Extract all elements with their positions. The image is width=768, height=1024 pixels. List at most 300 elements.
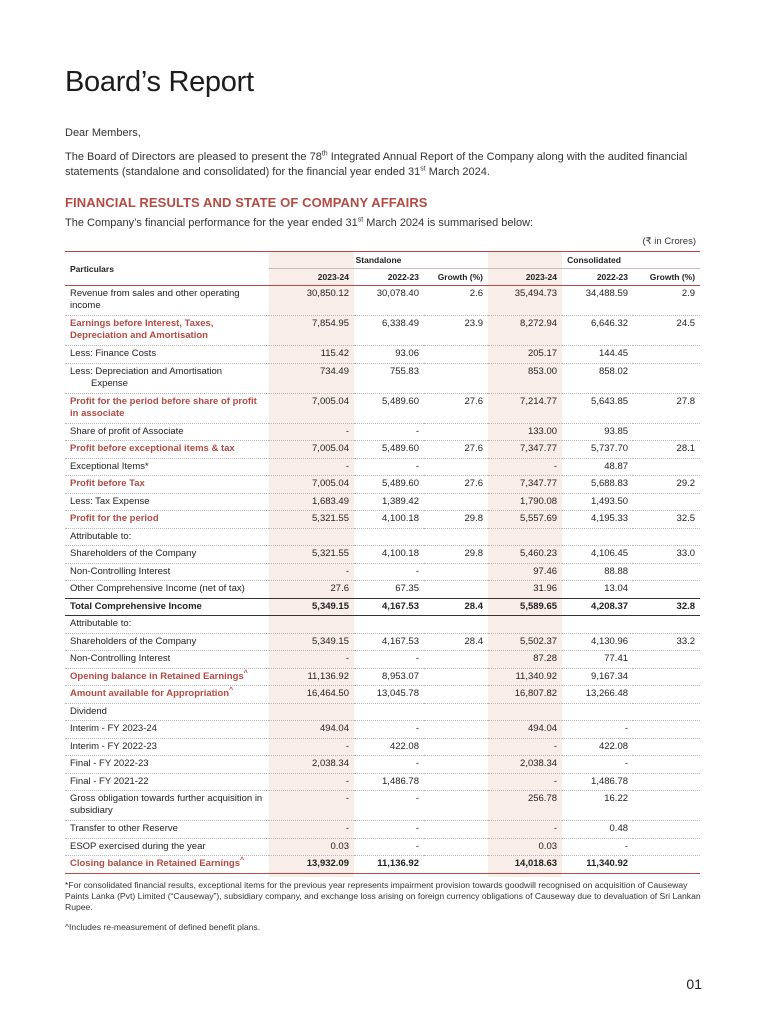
- cell-value: 16.22: [562, 791, 633, 821]
- cell-value: 7,005.04: [269, 476, 354, 494]
- cell-value: 144.45: [562, 346, 633, 364]
- cell-value: 1,790.08: [488, 493, 562, 511]
- cell-value: -: [269, 423, 354, 441]
- standalone-header: Standalone: [269, 252, 488, 269]
- table-row: [65, 651, 700, 669]
- cell-value: 5,502.37: [488, 633, 562, 651]
- column-header: 2023-24: [488, 269, 562, 286]
- cell-value: 5,489.60: [354, 393, 424, 423]
- row-label-text: Attributable to:: [70, 618, 132, 629]
- cell-value: [424, 738, 488, 756]
- cell-value: [424, 756, 488, 774]
- row-label: [65, 363, 269, 393]
- intro-text-1: The Board of Directors are pleased to present the 78: [65, 151, 322, 163]
- cell-value: [562, 703, 633, 721]
- cell-value: [424, 346, 488, 364]
- table-row: [65, 668, 700, 686]
- cell-value: 4,100.18: [354, 546, 424, 564]
- cell-value: 2.6: [424, 286, 488, 316]
- row-label-text: Final - FY 2022-23: [70, 758, 149, 769]
- table-row: [65, 598, 700, 616]
- cell-value: [633, 738, 700, 756]
- table-row: [65, 686, 700, 704]
- cell-value: 7,005.04: [269, 393, 354, 423]
- cell-value: 11,340.92: [488, 668, 562, 686]
- cell-value: [424, 721, 488, 739]
- cell-value: 494.04: [269, 721, 354, 739]
- cell-value: -: [269, 773, 354, 791]
- row-label: [65, 633, 269, 651]
- cell-value: [488, 528, 562, 546]
- cell-value: 0.48: [562, 821, 633, 839]
- table-row: [65, 528, 700, 546]
- row-label: [65, 346, 269, 364]
- table-row: [65, 633, 700, 651]
- row-label-text: Amount available for Appropriation: [70, 688, 230, 699]
- cell-value: 422.08: [354, 738, 424, 756]
- cell-value: -: [269, 791, 354, 821]
- cell-value: 35,494.73: [488, 286, 562, 316]
- row-label-text: Opening balance in Retained Earnings: [70, 670, 244, 682]
- cell-value: 31.96: [488, 581, 562, 599]
- cell-value: -: [269, 651, 354, 669]
- cell-value: -: [488, 773, 562, 791]
- table-row: [65, 286, 700, 316]
- cell-value: [424, 423, 488, 441]
- cell-value: [633, 458, 700, 476]
- cell-value: 28.1: [633, 441, 700, 459]
- cell-value: 7,005.04: [269, 441, 354, 459]
- cell-value: 13,045.78: [354, 686, 424, 704]
- cell-value: [633, 773, 700, 791]
- cell-value: 422.08: [562, 738, 633, 756]
- cell-value: [633, 651, 700, 669]
- salutation: Dear Members,: [65, 127, 141, 139]
- cell-value: 5,688.83: [562, 476, 633, 494]
- cell-value: -: [354, 838, 424, 856]
- section-intro: [65, 217, 533, 229]
- cell-value: -: [354, 721, 424, 739]
- cell-value: 16,807.82: [488, 686, 562, 704]
- cell-value: 97.46: [488, 563, 562, 581]
- cell-value: [633, 363, 700, 393]
- cell-value: [633, 493, 700, 511]
- page-number: 01: [686, 976, 702, 992]
- table-row: [65, 393, 700, 423]
- row-label-text: Non-Controlling Interest: [70, 565, 171, 577]
- table-row: [65, 441, 700, 459]
- row-label: [65, 821, 269, 839]
- column-header: 2023-24: [269, 269, 354, 286]
- table-row: [65, 423, 700, 441]
- cell-value: 27.6: [424, 441, 488, 459]
- row-label: [65, 563, 269, 581]
- cell-value: -: [354, 791, 424, 821]
- cell-value: 7,347.77: [488, 441, 562, 459]
- cell-value: 30,850.12: [269, 286, 354, 316]
- row-label-text: Transfer to other Reserve: [70, 823, 178, 834]
- cell-value: -: [354, 458, 424, 476]
- cell-value: -: [488, 821, 562, 839]
- intro-text-2: Integrated Annual Report of the Company along with the audited financial statements (standalone and consolidated) for the financial year ended 31: [65, 151, 688, 178]
- row-label-text: Other Comprehensive Income (net of tax): [70, 583, 245, 594]
- row-label: [65, 598, 269, 616]
- cell-value: 2,038.34: [488, 756, 562, 774]
- section-intro-sup: st: [357, 216, 364, 224]
- cell-value: [633, 686, 700, 704]
- cell-value: [424, 686, 488, 704]
- row-label-text: Attributable to:: [70, 530, 132, 542]
- cell-value: [633, 668, 700, 686]
- consolidated-header: Consolidated: [488, 252, 700, 269]
- cell-value: 13.04: [562, 581, 633, 599]
- cell-value: 13,932.09: [269, 856, 354, 874]
- table-row: [65, 773, 700, 791]
- row-label-text: ESOP exercised during the year: [70, 840, 206, 852]
- cell-value: [633, 821, 700, 839]
- cell-value: 5,349.15: [269, 598, 354, 616]
- table-row: [65, 511, 700, 529]
- cell-value: 29.8: [424, 546, 488, 564]
- row-label-text: Total Comprehensive Income: [70, 600, 202, 612]
- table-row: [65, 721, 700, 739]
- row-label-text: Dividend: [70, 705, 107, 717]
- row-label: [65, 493, 269, 511]
- cell-value: 34,488.59: [562, 286, 633, 316]
- cell-value: [424, 616, 488, 634]
- cell-value: [354, 528, 424, 546]
- cell-value: 32.5: [633, 511, 700, 529]
- row-label-text: Non-Controlling Interest: [70, 653, 171, 664]
- row-label-text: Less: Finance Costs: [70, 348, 157, 359]
- cell-value: 27.8: [633, 393, 700, 423]
- cell-value: -: [354, 821, 424, 839]
- cell-value: 23.9: [424, 316, 488, 346]
- cell-value: [562, 616, 633, 634]
- cell-value: [424, 651, 488, 669]
- cell-value: 32.8: [633, 598, 700, 616]
- cell-value: 256.78: [488, 791, 562, 821]
- cell-value: [424, 856, 488, 874]
- cell-value: 5,589.65: [488, 598, 562, 616]
- cell-value: [269, 703, 354, 721]
- cell-value: 11,136.92: [354, 856, 424, 874]
- row-label: [65, 756, 269, 774]
- intro-sup-1: th: [321, 150, 328, 158]
- table-row: [65, 581, 700, 599]
- cell-value: 4,106.45: [562, 546, 633, 564]
- row-label: [65, 441, 269, 459]
- table-row: [65, 756, 700, 774]
- cell-value: [633, 563, 700, 581]
- cell-value: 27.6: [424, 393, 488, 423]
- section-title: FINANCIAL RESULTS AND STATE OF COMPANY AFFAIRS: [65, 195, 428, 210]
- row-label-text: Profit for the period before share of profit in associate: [70, 395, 257, 419]
- row-label: [65, 791, 269, 821]
- cell-value: [633, 346, 700, 364]
- row-label: [65, 738, 269, 756]
- cell-value: 28.4: [424, 633, 488, 651]
- cell-value: [633, 528, 700, 546]
- cell-value: -: [269, 563, 354, 581]
- cell-value: [424, 821, 488, 839]
- cell-value: 29.2: [633, 476, 700, 494]
- cell-value: 77.41: [562, 651, 633, 669]
- cell-value: [633, 838, 700, 856]
- cell-value: [633, 721, 700, 739]
- cell-value: -: [354, 651, 424, 669]
- cell-value: -: [562, 838, 633, 856]
- cell-value: [424, 493, 488, 511]
- row-label-text: Closing balance in Retained Earnings: [70, 858, 240, 869]
- cell-value: 853.00: [488, 363, 562, 393]
- row-label-text: Final - FY 2021-22: [70, 775, 149, 787]
- cell-value: 4,167.53: [354, 598, 424, 616]
- cell-value: 5,321.55: [269, 511, 354, 529]
- row-label-text: Gross obligation towards further acquisition in subsidiary: [70, 793, 263, 816]
- cell-value: [354, 703, 424, 721]
- cell-value: 27.6: [424, 476, 488, 494]
- cell-value: [424, 703, 488, 721]
- column-header: 2022-23: [354, 269, 424, 286]
- cell-value: 205.17: [488, 346, 562, 364]
- table-row: [65, 458, 700, 476]
- row-label-text: Profit for the period: [70, 513, 159, 524]
- page-title: Board’s Report: [65, 66, 254, 98]
- cell-value: [633, 791, 700, 821]
- cell-value: 494.04: [488, 721, 562, 739]
- row-label: [65, 668, 269, 686]
- cell-value: 0.03: [488, 838, 562, 856]
- cell-value: 1,389.42: [354, 493, 424, 511]
- cell-value: [633, 703, 700, 721]
- row-label: [65, 286, 269, 316]
- cell-value: 7,854.95: [269, 316, 354, 346]
- cell-value: -: [562, 756, 633, 774]
- intro-sup-2: st: [420, 165, 426, 173]
- cell-value: 5,557.69: [488, 511, 562, 529]
- column-header: Growth (%): [424, 269, 488, 286]
- row-label: [65, 686, 269, 704]
- row-label: [65, 651, 269, 669]
- column-header: Growth (%): [633, 269, 700, 286]
- cell-value: 87.28: [488, 651, 562, 669]
- cell-value: 33.2: [633, 633, 700, 651]
- cell-value: [633, 756, 700, 774]
- table-row: [65, 493, 700, 511]
- cell-value: 7,214.77: [488, 393, 562, 423]
- cell-value: -: [488, 738, 562, 756]
- cell-value: 755.83: [354, 363, 424, 393]
- table-row: [65, 363, 700, 393]
- cell-value: 4,195.33: [562, 511, 633, 529]
- cell-value: [633, 616, 700, 634]
- cell-value: 6,646.32: [562, 316, 633, 346]
- cell-value: [424, 668, 488, 686]
- cell-value: 5,489.60: [354, 476, 424, 494]
- particulars-header: Particulars: [65, 252, 269, 286]
- financial-results-table-wrap: [65, 251, 700, 874]
- row-label: [65, 476, 269, 494]
- row-label-sup: ^: [243, 669, 248, 677]
- cell-value: [424, 581, 488, 599]
- row-label-text: Interim - FY 2023-24: [70, 723, 157, 734]
- cell-value: 67.35: [354, 581, 424, 599]
- row-label-text: Exceptional Items*: [70, 460, 149, 472]
- cell-value: [424, 773, 488, 791]
- cell-value: -: [354, 756, 424, 774]
- row-label-text: Share of profit of Associate: [70, 425, 184, 437]
- cell-value: [354, 616, 424, 634]
- footnote-remeasurement: ^Includes re-measurement of defined benefit plans.: [65, 922, 261, 932]
- cell-value: -: [269, 738, 354, 756]
- cell-value: 13,266.48: [562, 686, 633, 704]
- cell-value: 5,489.60: [354, 441, 424, 459]
- cell-value: 2,038.34: [269, 756, 354, 774]
- cell-value: 7,347.77: [488, 476, 562, 494]
- cell-value: 133.00: [488, 423, 562, 441]
- cell-value: 11,340.92: [562, 856, 633, 874]
- cell-value: 1,683.49: [269, 493, 354, 511]
- cell-value: 6,338.49: [354, 316, 424, 346]
- table-row: [65, 546, 700, 564]
- cell-value: 14,018.63: [488, 856, 562, 874]
- cell-value: 9,167.34: [562, 668, 633, 686]
- cell-value: 16,464.50: [269, 686, 354, 704]
- row-label: [65, 773, 269, 791]
- cell-value: 48.87: [562, 458, 633, 476]
- cell-value: 4,208.37: [562, 598, 633, 616]
- row-label-text: Profit before Tax: [70, 478, 145, 489]
- cell-value: 24.5: [633, 316, 700, 346]
- row-label-text: Less: Depreciation and Amortisation: [70, 365, 223, 377]
- cell-value: [488, 616, 562, 634]
- row-label: [65, 546, 269, 564]
- cell-value: 27.6: [269, 581, 354, 599]
- table-row: [65, 791, 700, 821]
- cell-value: [424, 563, 488, 581]
- table-row: [65, 703, 700, 721]
- row-label: [65, 423, 269, 441]
- cell-value: [633, 856, 700, 874]
- cell-value: 4,100.18: [354, 511, 424, 529]
- row-label-text: Profit before exceptional items & tax: [70, 443, 235, 454]
- cell-value: 28.4: [424, 598, 488, 616]
- table-row: [65, 616, 700, 634]
- row-label-sup: ^: [239, 856, 245, 864]
- section-intro-text-2: March 2024 is summarised below:: [363, 217, 534, 229]
- cell-value: -: [354, 423, 424, 441]
- cell-value: 93.85: [562, 423, 633, 441]
- cell-value: 8,272.94: [488, 316, 562, 346]
- cell-value: -: [488, 458, 562, 476]
- cell-value: 93.06: [354, 346, 424, 364]
- cell-value: 0.03: [269, 838, 354, 856]
- row-label-text: Shareholders of the Company: [70, 635, 197, 647]
- cell-value: -: [269, 821, 354, 839]
- cell-value: 858.02: [562, 363, 633, 393]
- cell-value: 4,167.53: [354, 633, 424, 651]
- row-label: [65, 721, 269, 739]
- row-label-text: Shareholders of the Company: [70, 548, 197, 559]
- financial-results-table: [65, 251, 700, 874]
- row-label: [65, 581, 269, 599]
- row-label: [65, 856, 269, 874]
- table-row: [65, 856, 700, 874]
- cell-value: 88.88: [562, 563, 633, 581]
- cell-value: [269, 616, 354, 634]
- cell-value: [633, 423, 700, 441]
- cell-value: [424, 838, 488, 856]
- intro-text-3: March 2024.: [425, 166, 490, 178]
- row-label-sup: ^: [229, 686, 234, 694]
- cell-value: [424, 458, 488, 476]
- table-row: [65, 821, 700, 839]
- table-row: [65, 346, 700, 364]
- cell-value: -: [269, 458, 354, 476]
- cell-value: [562, 528, 633, 546]
- row-label: [65, 528, 269, 546]
- row-label: [65, 316, 269, 346]
- cell-value: 1,486.78: [562, 773, 633, 791]
- footnote-exceptional-items: *For consolidated financial results, exceptional items for the previous year represents impairment provision towards goodwill recognised on acquisition of Causeway Paints Lanka (Pvt) Limited (“Causeway”), subsidiary company, and exchange loss arising on foreign currency obligations of Causeway due to devaluation of Sri Lankan Rupee.: [65, 880, 701, 912]
- cell-value: [424, 528, 488, 546]
- row-label: [65, 703, 269, 721]
- cell-value: [424, 363, 488, 393]
- cell-value: 5,643.85: [562, 393, 633, 423]
- row-label-text: Earnings before Interest, Taxes, Depreciation and Amortisation: [70, 318, 214, 341]
- row-label: [65, 616, 269, 634]
- cell-value: 5,321.55: [269, 546, 354, 564]
- cell-value: [488, 703, 562, 721]
- row-label-text: Revenue from sales and other operating income: [70, 288, 240, 311]
- cell-value: 734.49: [269, 363, 354, 393]
- row-label-text: Interim - FY 2022-23: [70, 740, 157, 752]
- cell-value: [633, 581, 700, 599]
- cell-value: 8,953.07: [354, 668, 424, 686]
- section-intro-text-1: The Company’s financial performance for the year ended 31: [65, 217, 358, 229]
- row-label: [65, 458, 269, 476]
- table-row: [65, 738, 700, 756]
- row-label-text: Less: Tax Expense: [70, 495, 150, 507]
- row-label: [65, 838, 269, 856]
- table-row: [65, 316, 700, 346]
- intro-paragraph: [65, 150, 705, 180]
- row-label-continuation: Expense: [91, 377, 128, 389]
- cell-value: -: [354, 563, 424, 581]
- table-row: [65, 838, 700, 856]
- table-header-group-row: [65, 252, 700, 269]
- cell-value: 5,460.23: [488, 546, 562, 564]
- cell-value: 1,493.50: [562, 493, 633, 511]
- row-label: [65, 393, 269, 423]
- cell-value: 29.8: [424, 511, 488, 529]
- cell-value: 115.42: [269, 346, 354, 364]
- cell-value: 1,486.78: [354, 773, 424, 791]
- cell-value: 33.0: [633, 546, 700, 564]
- column-header: 2022-23: [562, 269, 633, 286]
- cell-value: 2.9: [633, 286, 700, 316]
- cell-value: 11,136.92: [269, 668, 354, 686]
- unit-note: (₹ in Crores): [642, 236, 696, 247]
- cell-value: 4,130.96: [562, 633, 633, 651]
- table-body: [65, 286, 700, 874]
- cell-value: 30,078.40: [354, 286, 424, 316]
- cell-value: 5,349.15: [269, 633, 354, 651]
- cell-value: [269, 528, 354, 546]
- cell-value: [424, 791, 488, 821]
- table-row: [65, 476, 700, 494]
